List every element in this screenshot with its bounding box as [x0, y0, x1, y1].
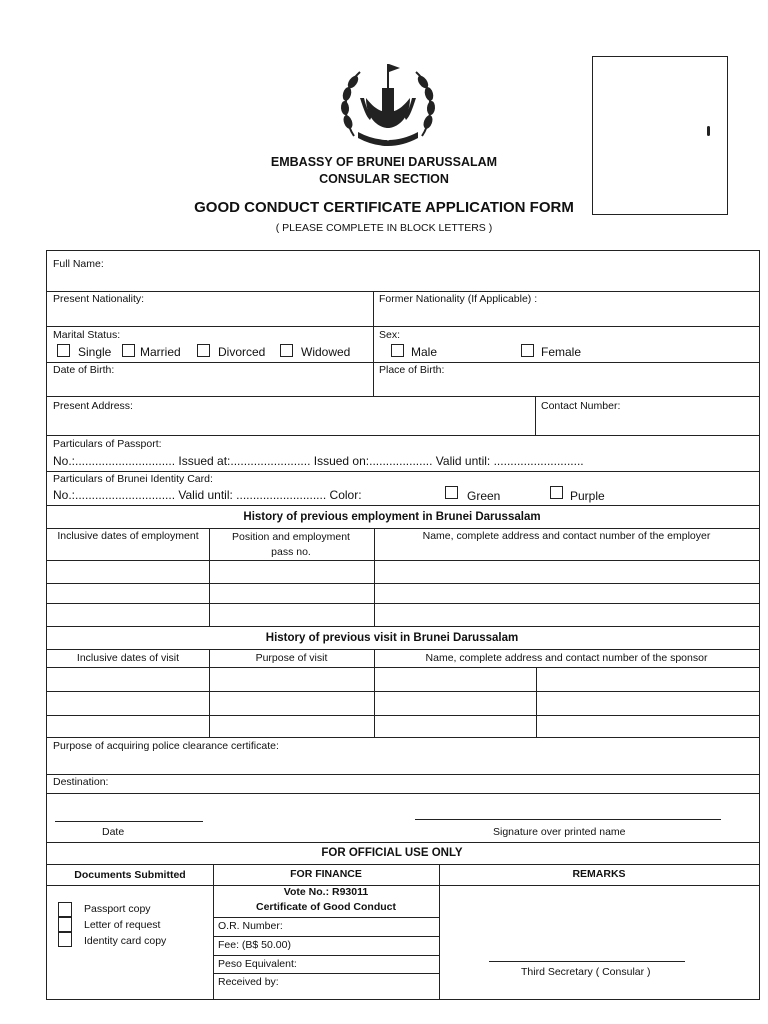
- sex-label: Sex:: [379, 329, 401, 341]
- purple-checkbox[interactable]: [550, 486, 563, 499]
- third-secretary-label: Third Secretary ( Consular ): [521, 966, 651, 978]
- vote-number: Vote No.: R93011: [283, 886, 369, 898]
- present-nationality-label: Present Nationality:: [53, 293, 145, 305]
- single-checkbox[interactable]: [57, 344, 70, 357]
- married-checkbox[interactable]: [122, 344, 135, 357]
- certificate-of-good-conduct: Certificate of Good Conduct: [256, 901, 396, 913]
- divorced-checkbox[interactable]: [197, 344, 210, 357]
- form-instruction: ( PLEASE COMPLETE IN BLOCK LETTERS ): [275, 222, 493, 234]
- remarks-header: REMARKS: [572, 868, 626, 880]
- consular-section: CONSULAR SECTION: [319, 172, 449, 186]
- employment-col-employer: Name, complete address and contact number of the employer: [422, 530, 711, 542]
- date-label: Date: [102, 826, 125, 838]
- former-nationality-label: Former Nationality (If Applicable) :: [379, 293, 538, 305]
- employment-col-position: Position and employment pass no.: [232, 531, 350, 558]
- single-label: Single: [78, 345, 112, 359]
- doc-letter-of-request: Letter of request: [84, 919, 161, 931]
- employment-col-dates: Inclusive dates of employment: [57, 530, 199, 542]
- full-name-label: Full Name:: [53, 258, 104, 270]
- form-title: GOOD CONDUCT CERTIFICATE APPLICATION FORM: [194, 199, 574, 216]
- signature-label: Signature over printed name: [493, 826, 626, 838]
- ic-line: No.:.............................. Valid until: ........................... Color:: [53, 488, 362, 502]
- embassy-name: EMBASSY OF BRUNEI DARUSSALAM: [270, 155, 498, 169]
- married-label: Married: [140, 345, 181, 359]
- present-address-label: Present Address:: [53, 400, 133, 412]
- letter-of-request-checkbox[interactable]: [58, 917, 72, 932]
- green-checkbox[interactable]: [445, 486, 458, 499]
- for-finance-header: FOR FINANCE: [290, 868, 362, 880]
- passport-line: No.:.............................. Issued at:........................ Issued on:................... Valid until: ...........................: [53, 454, 584, 468]
- passport-copy-checkbox[interactable]: [58, 902, 72, 917]
- identity-card-copy-checkbox[interactable]: [58, 932, 72, 947]
- peso-equivalent-label: Peso Equivalent:: [218, 958, 297, 970]
- fee-label: Fee: (B$ 50.00): [218, 939, 291, 951]
- passport-particulars-label: Particulars of Passport:: [53, 438, 162, 450]
- male-label: Male: [411, 345, 438, 359]
- documents-submitted-header: Documents Submitted: [74, 869, 186, 881]
- purple-label: Purple: [570, 489, 605, 503]
- widowed-checkbox[interactable]: [280, 344, 293, 357]
- brunei-crest-emblem: [336, 58, 440, 156]
- purpose-label: Purpose of acquiring police clearance certificate:: [53, 740, 279, 752]
- male-checkbox[interactable]: [391, 344, 404, 357]
- marital-status-label: Marital Status:: [53, 329, 121, 341]
- doc-passport-copy: Passport copy: [84, 903, 151, 915]
- visit-history-title: History of previous visit in Brunei Darussalam: [265, 632, 519, 644]
- divorced-label: Divorced: [218, 345, 266, 359]
- form-frame: [46, 250, 760, 1000]
- or-number-label: O.R. Number:: [218, 920, 283, 932]
- widowed-label: Widowed: [301, 345, 351, 359]
- date-of-birth-label: Date of Birth:: [53, 364, 115, 376]
- employment-history-title: History of previous employment in Brunei Darussalam: [243, 511, 541, 523]
- ic-particulars-label: Particulars of Brunei Identity Card:: [53, 473, 213, 485]
- received-by-label: Received by:: [218, 976, 279, 988]
- place-of-birth-label: Place of Birth:: [379, 364, 445, 376]
- contact-number-label: Contact Number:: [541, 400, 621, 412]
- visit-col-purpose: Purpose of visit: [255, 652, 328, 664]
- photo-mark: [707, 126, 710, 136]
- female-label: Female: [541, 345, 582, 359]
- green-label: Green: [467, 489, 501, 503]
- destination-label: Destination:: [53, 776, 109, 788]
- doc-identity-card-copy: Identity card copy: [84, 935, 167, 947]
- female-checkbox[interactable]: [521, 344, 534, 357]
- visit-col-sponsor: Name, complete address and contact number of the sponsor: [425, 652, 708, 664]
- visit-col-dates: Inclusive dates of visit: [76, 652, 180, 664]
- official-use-title: FOR OFFICIAL USE ONLY: [321, 847, 463, 859]
